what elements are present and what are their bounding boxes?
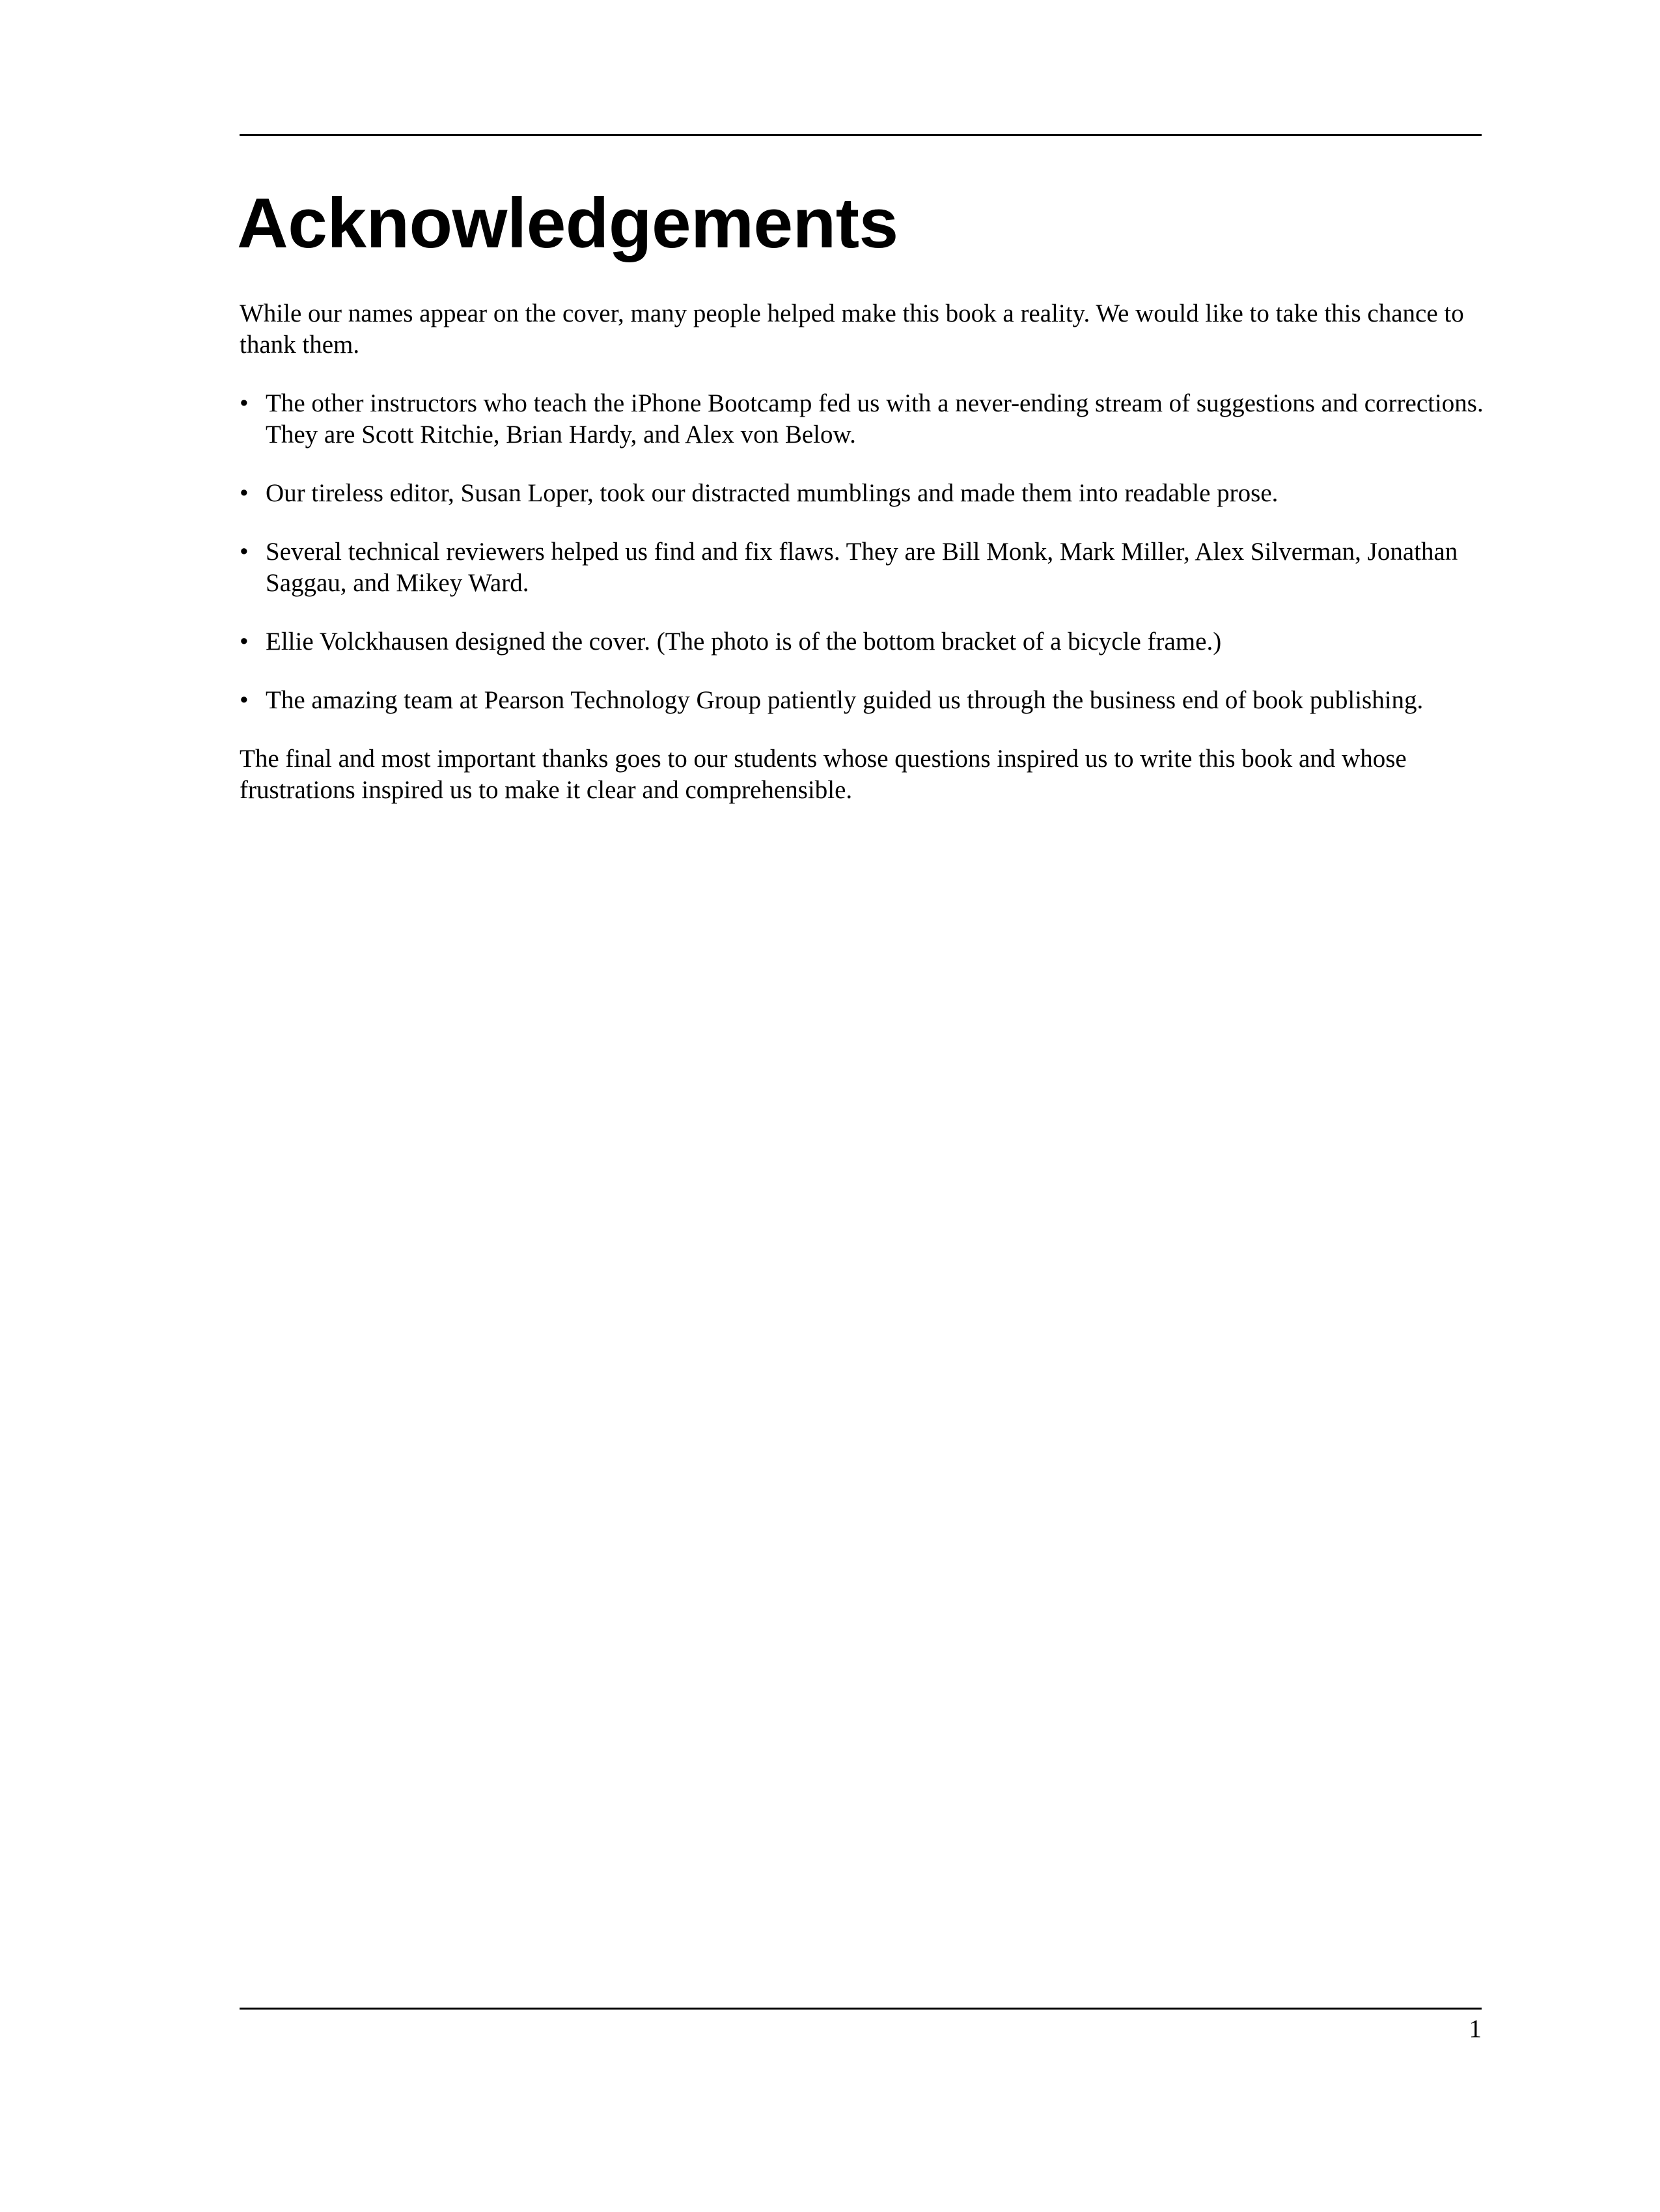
list-item-text: The other instructors who teach the iPhone Bootcamp fed us with a never-ending stream of suggestions and corrections. They are Scott Ritchie, Brian Hardy, and Alex von Below. [266,389,1484,449]
acknowledgement-list [240,388,1484,743]
header-rule [240,134,1482,136]
intro-paragraph: While our names appear on the cover, many people helped make this book a reality. We would like to take this chance to thank them. [240,299,1464,359]
bullet-icon: • [240,686,249,714]
list-item [240,536,1484,599]
list-item [240,685,1484,716]
bullet-icon: • [240,389,249,417]
bullet-icon: • [240,628,249,656]
list-item-text: Ellie Volckhausen designed the cover. (The photo is of the bottom bracket of a bicycle frame.) [266,628,1222,656]
list-item [240,388,1484,450]
list-item-text: Several technical reviewers helped us find and fix flaws. They are Bill Monk, Mark Miller, Alex Silverman, Jonathan Saggau, and Mikey Ward. [266,538,1458,597]
list-item [240,478,1484,509]
bullet-icon: • [240,538,249,566]
footer-rule [240,2008,1482,2010]
list-item [240,626,1484,657]
page-number: 1 [1469,2015,1482,2043]
page-title: Acknowledgements [237,184,898,263]
bullet-icon: • [240,479,249,507]
closing-paragraph: The final and most important thanks goes to our students whose questions inspired us to write this book and whose frustrations inspired us to make it clear and comprehensible. [240,745,1407,804]
list-item-text: Our tireless editor, Susan Loper, took our distracted mumblings and made them into readable prose. [266,479,1279,507]
list-item-text: The amazing team at Pearson Technology Group patiently guided us through the business end of book publishing. [266,686,1424,714]
